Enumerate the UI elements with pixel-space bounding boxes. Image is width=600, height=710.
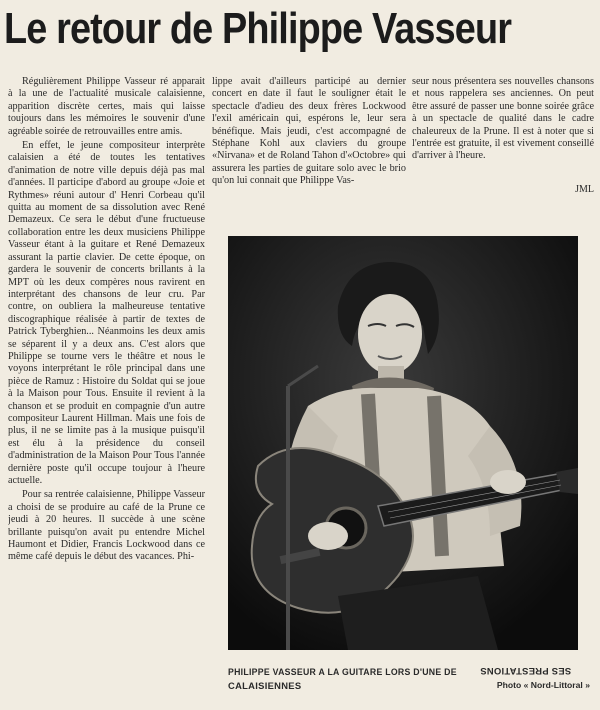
paragraph: seur nous présentera ses nouvelles chansons et nous rappelera ses anciennes. On peut être assuré de passer une bonne soirée grâce à un spectacle de qualité dans le cadre chaleureux de la Prune. Il est à noter que si l'entrée est gratuite, il est vivement conseillé d'arriver à l'heure. — [412, 76, 594, 162]
photo-caption — [228, 665, 594, 699]
headline: Le retour de Philippe Vasseur — [4, 4, 512, 53]
paragraph: Pour sa rentrée calaisienne, Philippe Vasseur a choisi de se produire au café de la Prune ce jeudi à 20 heures. Il succède à une scène brillante puisqu'on avait pu entendre Michel Haumont et Didier, Francis Lockwood dans ce même café depuis le début des vacances. Phi- — [8, 489, 205, 563]
caption-line-2: CALAISIENNES — [228, 680, 302, 691]
caption-line-1: PHILIPPE VASSEUR A LA GUITARE LORS D'UNE DE — [228, 666, 457, 677]
guitarist-illustration — [228, 236, 578, 650]
paragraph: En effet, le jeune compositeur interprète calaisien a été de toutes les tentatives d'animation de notre ville depuis déjà pas mal d'années. Il participe d'abord au groupe «Joie et Rythmes» réuni autour d' Henri Corbeau qu'il quitta au moment de sa dissolution avec René Demazeux. Ce sera le début d'une fructueuse collaboration entre les deux musiciens Philippe Vasseur étant à la guitare et René Demazeux assurant la partie clavier. De cette époque, on gardera le souvenir de concerts brillants à la MPT où les deux compères nous ravirent en interprétant des chansons de leur cru. Par contre, on oubliera la malheureuse tentative discographique réalisée à partir de textes de Patrick Tyberghien... Néanmoins les deux amis se séparent il y a deux ans. C'est alors que Philippe se tourne vers le théâtre et nous le voyons interprétant le rôle principal dans une pièce de Ramuz : Histoire du Soldat qui se joue à la Maison pour Tous. Ensuite il revient à la chanson et se produit en compagnie d'un autre compositeur Laurent Hillman. Mais une fois de plus, il ne se limite pas à la musique puisqu'il est élu à la présidence du conseil d'administration de la Maison Pour Tous l'année dernière poste qu'il occupe toujour à l'heure actuelle. — [8, 140, 205, 486]
article-column-1 — [8, 76, 205, 702]
author-signature: JML — [575, 184, 594, 195]
article-column-3 — [412, 76, 594, 198]
photo-credit: Photo « Nord-Littoral » — [496, 680, 590, 690]
paragraph: lippe avait d'ailleurs participé au dernier concert en date il faut le souligner était le spectacle d'adieu des deux frères Lockwood l'exil américain qui, espérons le, leur sera bénéfique. Mais jeudi, c'est accompagné de Stéphane Kohl aux claviers du groupe «Nirvana» et de Roland Tahon d'«Octobre» qui assurera les parties de guitare solo avec le brio qu'on lui connait que Philippe Vas- — [212, 76, 406, 187]
article-column-2 — [212, 76, 406, 218]
paragraph: Régulièrement Philippe Vasseur ré apparait à la une de l'actualité musicale calaisienne, apparition discrète certes, mais qui laisse toujours dans les mémoires le souvenir d'une agréable soirée de retrouvailles entre amis. — [8, 76, 205, 137]
caption-inverted-text: SES PRESTATIONS — [480, 666, 572, 677]
press-photo — [228, 236, 578, 650]
